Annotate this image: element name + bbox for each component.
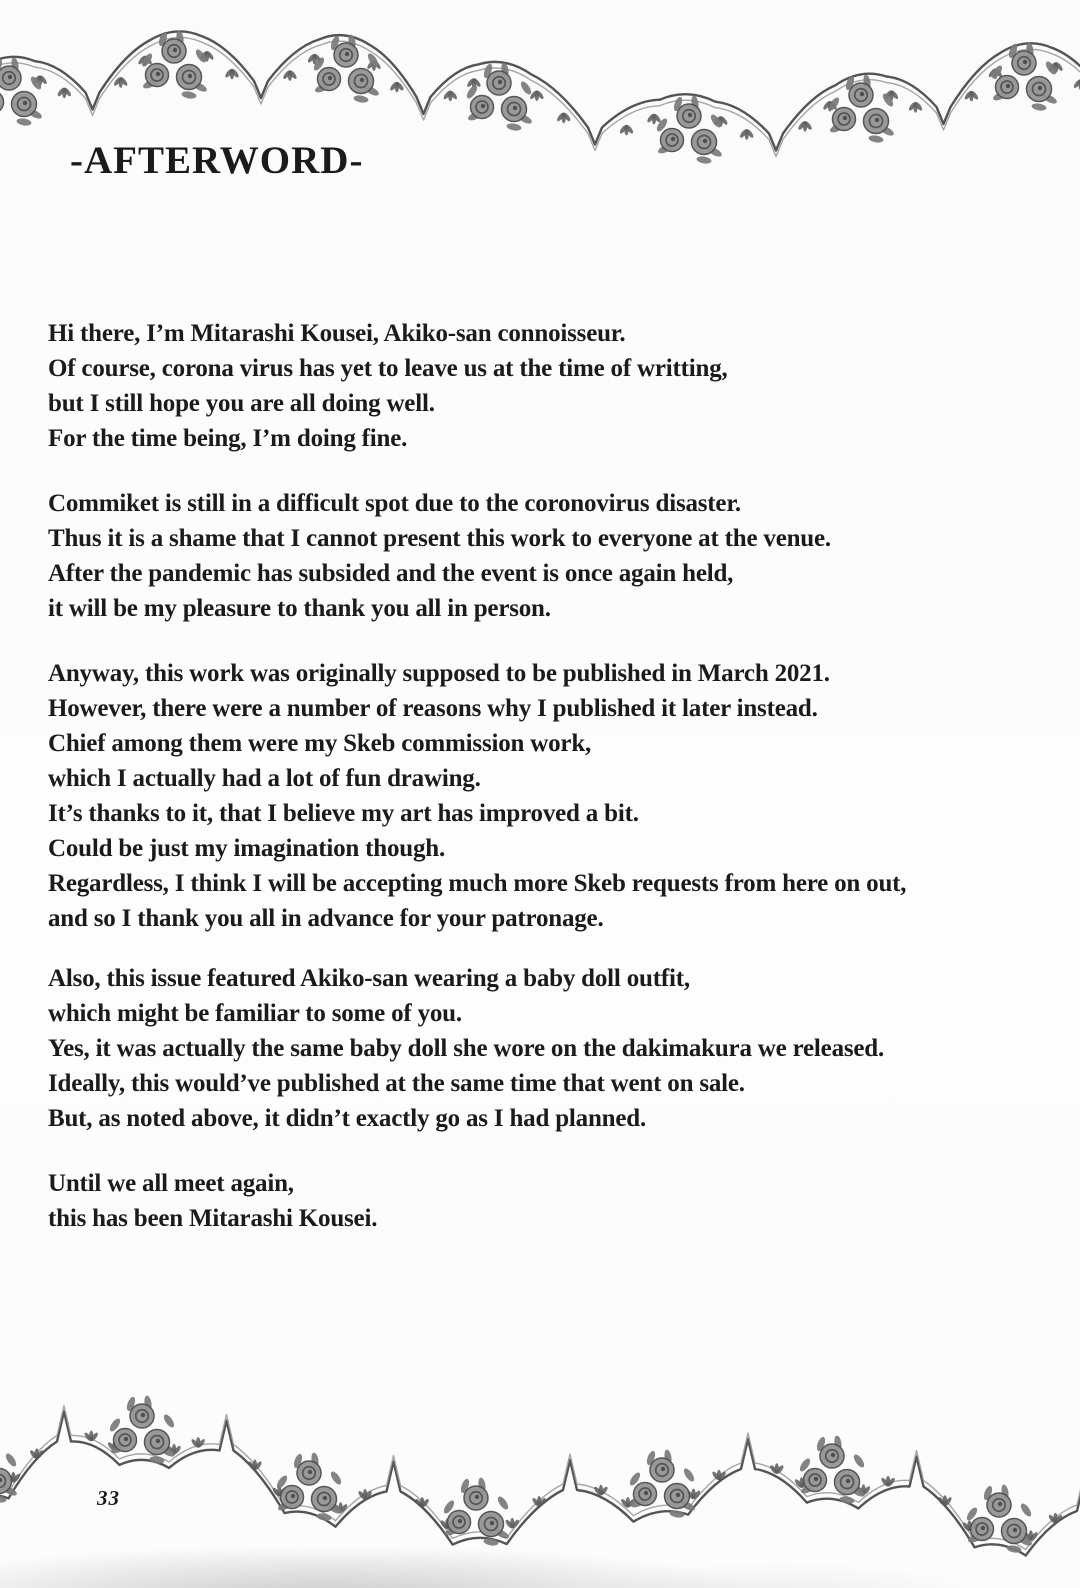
afterword-line: which might be familiar to some of you.	[48, 1000, 462, 1027]
eyelet-dashes-icon	[531, 1496, 547, 1508]
eyelet-dashes-icon	[962, 1520, 978, 1532]
afterword-line: Regardless, I think I will be accepting much more Skeb requests from here on out,	[48, 870, 907, 897]
afterword-line: Hi there, I’m Mitarashi Kousei, Akiko-san connoisseur.	[48, 320, 626, 347]
page-number: 33	[97, 1486, 120, 1510]
afterword-line: Until we all meet again,	[48, 1170, 294, 1197]
rose-cluster-icon	[0, 57, 43, 127]
afterword-paragraph	[48, 1166, 1060, 1236]
afterword-line: Ideally, this would’ve published at the same time that went on sale.	[48, 1070, 745, 1097]
afterword-line: which I actually had a lot of fun drawing.	[48, 765, 481, 792]
rose-cluster-icon	[442, 1477, 510, 1547]
eyelet-dashes-icon	[908, 101, 924, 113]
rose-cluster-icon	[655, 95, 723, 165]
eyelet-dashes-icon	[166, 1444, 182, 1456]
eyelet-dashes-icon	[937, 1495, 953, 1507]
afterword-paragraph	[48, 961, 1060, 1136]
afterword-line: Commiket is still in a difficult spot due to the coronovirus disaster.	[48, 490, 741, 517]
eyelet-dashes-icon	[414, 1497, 430, 1509]
afterword-line: However, there were a number of reasons why I published it later instead.	[48, 695, 818, 722]
afterword-paragraph	[48, 656, 1060, 936]
eyelet-dashes-icon	[739, 128, 755, 140]
eyelet-dashes-icon	[137, 55, 153, 67]
eyelet-dashes-icon	[282, 69, 298, 81]
eyelet-dashes-icon	[56, 87, 72, 99]
eyelet-dashes-icon	[529, 89, 545, 101]
rose-cluster-icon	[275, 1452, 343, 1522]
eyelet-dashes-icon	[711, 1470, 727, 1482]
afterword-line: Of course, corona virus has yet to leave us at the time of writting,	[48, 355, 728, 382]
eyelet-dashes-icon	[307, 53, 323, 65]
afterword-line: but I still hope you are all doing well.	[48, 390, 435, 417]
rose-cluster-icon	[827, 74, 895, 144]
afterword-line: For the time being, I’m doing fine.	[48, 425, 408, 452]
eyelet-dashes-icon	[556, 112, 572, 124]
eyelet-dashes-icon	[856, 1484, 872, 1496]
rose-cluster-icon	[0, 1434, 18, 1504]
eyelet-dashes-icon	[389, 81, 405, 93]
eyelet-dashes-icon	[987, 68, 1003, 80]
eyelet-dashes-icon	[357, 1489, 373, 1501]
eyelet-dashes-icon	[366, 59, 382, 71]
eyelet-dashes-icon	[504, 1518, 520, 1530]
eyelet-dashes-icon	[333, 1502, 349, 1514]
afterword-line: Yes, it was actually the same baby doll she wore on the dakimakura we released.	[48, 1035, 885, 1062]
afterword-line: Anyway, this work was originally supposed to be published in March 2021.	[48, 660, 830, 687]
rose-cluster-icon	[140, 30, 208, 100]
afterword-line: and so I thank you all in advance for your patronage.	[48, 905, 604, 932]
scan-shadow	[0, 1542, 1080, 1588]
rose-cluster-icon	[108, 1395, 176, 1465]
eyelet-dashes-icon	[593, 1485, 609, 1497]
rose-cluster-icon	[465, 62, 533, 132]
eyelet-dashes-icon	[822, 100, 838, 112]
eyelet-dashes-icon	[190, 1437, 206, 1449]
eyelet-dashes-icon	[797, 120, 813, 132]
eyelet-dashes-icon	[646, 113, 662, 125]
eyelet-dashes-icon	[1048, 1513, 1064, 1525]
afterword-line: Thus it is a shame that I cannot present this work to everyone at the venue.	[48, 525, 831, 552]
afterword-line: it will be my pleasure to thank you all in person.	[48, 595, 551, 622]
eyelet-dashes-icon	[29, 1448, 45, 1460]
eyelet-dashes-icon	[107, 1440, 123, 1452]
rose-cluster-icon	[628, 1449, 696, 1519]
eyelet-dashes-icon	[271, 1486, 287, 1498]
afterword-line: After the pandemic has subsided and the event is once again held,	[48, 560, 734, 587]
eyelet-dashes-icon	[442, 90, 458, 102]
afterword-paragraph	[48, 486, 1060, 626]
afterword-line: Chief among them were my Skeb commission work,	[48, 730, 592, 757]
rose-cluster-icon	[798, 1435, 866, 1505]
afterword-line: It’s thanks to it, that I believe my art has improved a bit.	[48, 800, 639, 827]
eyelet-dashes-icon	[5, 1472, 21, 1484]
eyelet-dashes-icon	[1073, 78, 1080, 90]
eyelet-dashes-icon	[1023, 1530, 1039, 1542]
eyelet-dashes-icon	[713, 115, 729, 127]
eyelet-dashes-icon	[880, 1476, 896, 1488]
afterword-paragraph	[48, 316, 1060, 456]
afterword-line: Could be just my imagination though.	[48, 835, 446, 862]
page-title: -AFTERWORD-	[70, 139, 364, 182]
eyelet-dashes-icon	[466, 77, 482, 89]
rose-cluster-icon	[990, 42, 1058, 112]
eyelet-dashes-icon	[883, 89, 899, 101]
eyelet-dashes-icon	[794, 1477, 810, 1489]
eyelet-dashes-icon	[769, 1463, 785, 1475]
eyelet-dashes-icon	[963, 90, 979, 102]
eyelet-dashes-icon	[113, 76, 129, 88]
eyelet-dashes-icon	[247, 1460, 263, 1472]
eyelet-dashes-icon	[83, 1431, 99, 1443]
afterword-line: But, as noted above, it didn’t exactly go as I had planned.	[48, 1105, 647, 1132]
lace-edge	[0, 1406, 1080, 1556]
eyelet-dashes-icon	[686, 1489, 702, 1501]
eyelet-dashes-icon	[619, 124, 635, 136]
eyelet-dashes-icon	[439, 1518, 455, 1530]
eyelet-dashes-icon	[224, 68, 240, 80]
eyelet-dashes-icon	[199, 50, 215, 62]
eyelet-dashes-icon	[32, 74, 48, 86]
eyelet-dashes-icon	[620, 1497, 636, 1509]
eyelet-dashes-icon	[1048, 61, 1064, 73]
rose-cluster-icon	[312, 34, 380, 104]
afterword-line: this has been Mitarashi Kousei.	[48, 1205, 378, 1232]
afterword-line: Also, this issue featured Akiko-san wearing a baby doll outfit,	[48, 965, 690, 992]
